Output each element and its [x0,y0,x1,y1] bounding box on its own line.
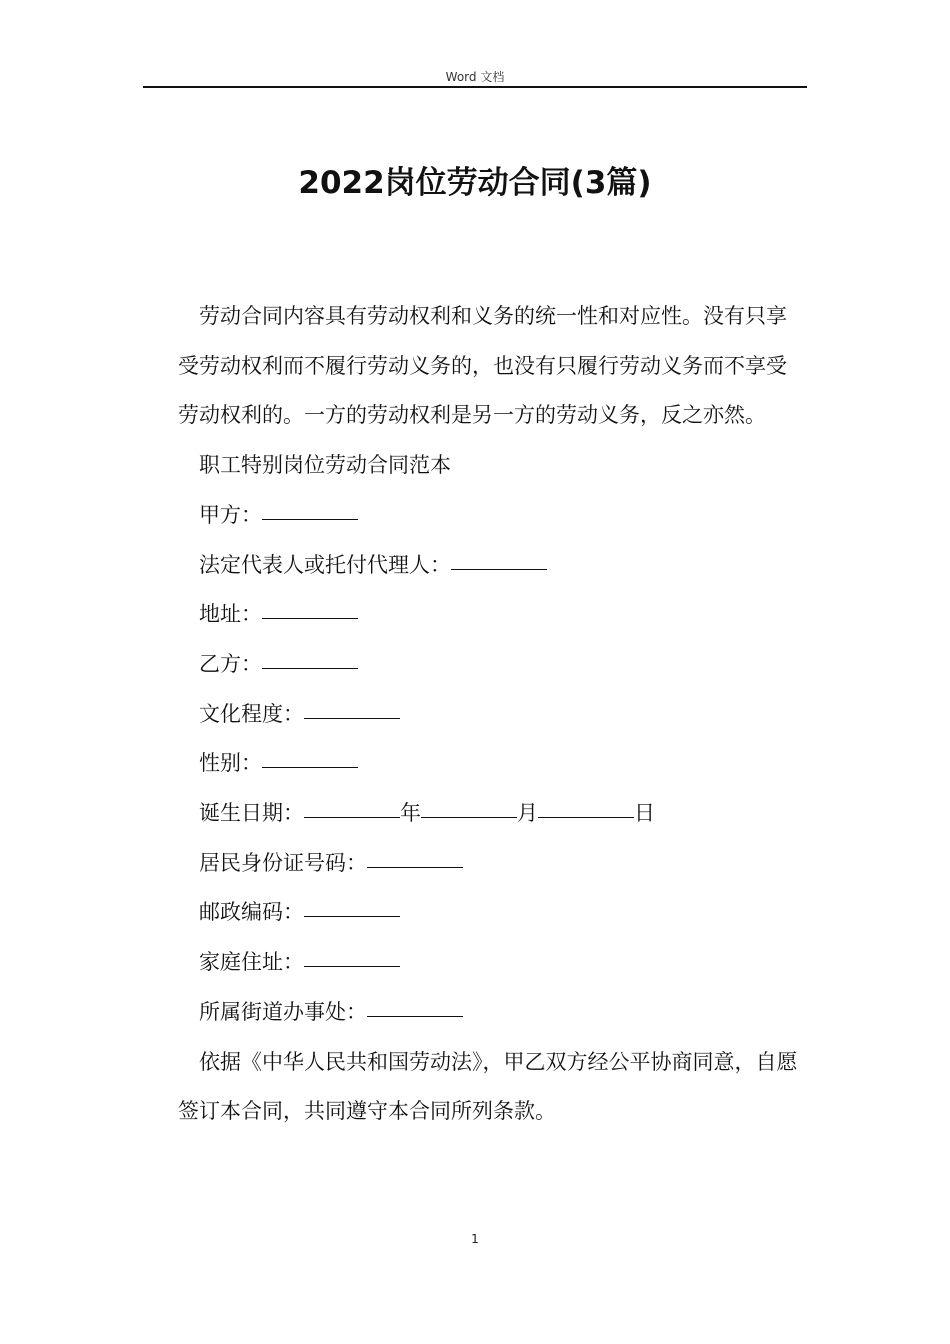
birthdate-label: 诞生日期： [199,801,304,826]
month-label: 月 [517,801,538,826]
party-a-blank [262,518,358,520]
address-label: 地址： [199,602,262,627]
birth-year-blank [304,816,400,818]
page-header: Word 文档 [445,70,505,84]
year-label: 年 [400,801,421,826]
education-blank [304,717,400,719]
postal-code-label: 邮政编码： [199,900,304,925]
birth-month-blank [421,816,517,818]
education-label: 文化程度： [199,701,304,726]
legal-rep-line [178,541,804,591]
address-blank [262,617,358,619]
closing-paragraph: 依据《中华人民共和国劳动法》，甲乙双方经公平协商同意，自愿签订本合同，共同遵守本合同所列条款。 [178,1049,798,1124]
home-address-line [178,938,804,988]
contract-title: 职工特别岗位劳动合同范本 [199,453,451,478]
document-body [178,292,804,1137]
home-address-blank [304,965,400,967]
party-a-label: 甲方： [199,502,262,527]
birthdate-line [178,789,804,839]
subdistrict-blank [367,1015,463,1017]
address-line [178,590,804,640]
gender-blank [262,766,358,768]
id-number-line [178,839,804,889]
party-b-blank [262,667,358,669]
postal-code-line [178,888,804,938]
gender-label: 性别： [199,751,262,776]
birth-day-blank [538,816,634,818]
party-a-line [178,491,804,541]
legal-rep-label: 法定代表人或托付代理人： [199,552,451,577]
header-divider [143,86,807,88]
party-b-label: 乙方： [199,651,262,676]
intro-paragraph: 劳动合同内容具有劳动权利和义务的统一性和对应性。没有只享受劳动权利而不履行劳动义务的，也没有只履行劳动义务而不享受劳动权利的。一方的劳动权利是另一方的劳动义务，反之亦然。 [178,304,787,428]
id-number-label: 居民身份证号码： [199,850,367,875]
party-b-line [178,640,804,690]
legal-rep-blank [451,568,547,570]
document-title: 2022岗位劳动合同(3篇) [298,165,652,201]
subdistrict-label: 所属街道办事处： [199,999,367,1024]
education-line [178,690,804,740]
page-number: 1 [471,1232,479,1246]
home-address-label: 家庭住址： [199,950,304,975]
postal-code-blank [304,915,400,917]
gender-line [178,739,804,789]
id-number-blank [367,866,463,868]
day-label: 日 [634,801,655,826]
subdistrict-line [178,988,804,1038]
